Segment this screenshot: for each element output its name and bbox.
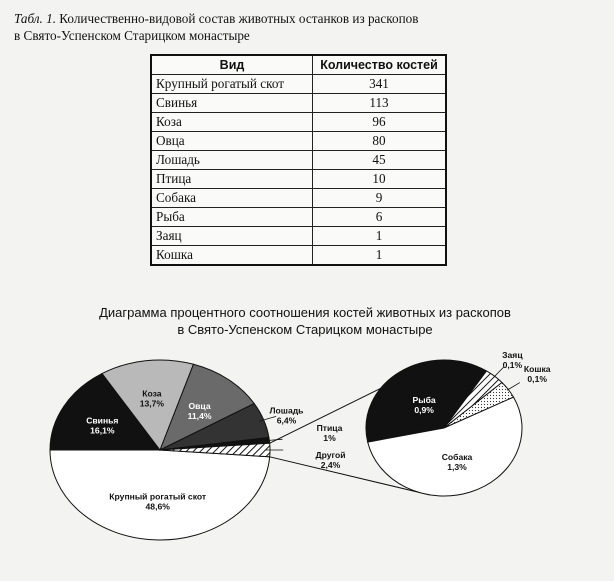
row-count: 1 xyxy=(313,227,447,246)
slice-label-собака: Собака 1,3% xyxy=(441,452,473,473)
caption-line2: в Свято-Успенском Старицком монастыре xyxy=(14,28,250,43)
diagram-title-line1: Диаграмма процентного соотношения костей животных из раскопов xyxy=(99,305,511,320)
row-name: Собака xyxy=(151,189,313,208)
table-row xyxy=(151,94,446,113)
slice-label-коза: Коза 13,7% xyxy=(139,388,165,409)
slice-label-птица: Птица 1% xyxy=(316,423,343,444)
table-row xyxy=(151,227,446,246)
row-count: 10 xyxy=(313,170,447,189)
table-row xyxy=(151,113,446,132)
table-header-row xyxy=(151,55,446,75)
table-caption xyxy=(14,10,604,44)
leader-line xyxy=(494,367,504,377)
diagram-title xyxy=(40,304,570,338)
slice-label-заяц: Заяц 0,1% xyxy=(502,350,523,371)
main-pie xyxy=(50,360,270,540)
table-row xyxy=(151,170,446,189)
row-name: Коза xyxy=(151,113,313,132)
row-name: Птица xyxy=(151,170,313,189)
header-species: Вид xyxy=(151,55,313,75)
row-count: 45 xyxy=(313,151,447,170)
row-name: Свинья xyxy=(151,94,313,113)
caption-label: Табл. 1. xyxy=(14,11,56,26)
table-row xyxy=(151,75,446,94)
table-row xyxy=(151,151,446,170)
row-count: 80 xyxy=(313,132,447,151)
row-name: Крупный рогатый скот xyxy=(151,75,313,94)
row-name: Заяц xyxy=(151,227,313,246)
slice-label-овца: Овца 11,4% xyxy=(187,401,212,422)
slice-label-крупный-рогатый-скот: Крупный рогатый скот 48,6% xyxy=(109,491,207,512)
slice-label-свинья: Свинья 16,1% xyxy=(86,415,119,436)
header-count: Количество костей xyxy=(313,55,447,75)
row-count: 9 xyxy=(313,189,447,208)
row-count: 6 xyxy=(313,208,447,227)
row-count: 113 xyxy=(313,94,447,113)
row-name: Овца xyxy=(151,132,313,151)
diagram-title-line2: в Свято-Успенском Старицком монастыре xyxy=(177,322,433,337)
slice-label-лошадь: Лошадь 6,4% xyxy=(269,405,304,426)
row-count: 1 xyxy=(313,246,447,266)
slice-label-кошка: Кошка 0,1% xyxy=(523,364,551,385)
row-name: Рыба xyxy=(151,208,313,227)
row-count: 96 xyxy=(313,113,447,132)
table-row xyxy=(151,189,446,208)
species-table xyxy=(150,54,447,266)
table-row xyxy=(151,208,446,227)
leader-line xyxy=(507,383,520,391)
row-name: Лошадь xyxy=(151,151,313,170)
table-row xyxy=(151,246,446,266)
slice-label-рыба: Рыба 0,9% xyxy=(412,394,436,415)
detail-pie xyxy=(366,360,522,496)
row-name: Кошка xyxy=(151,246,313,266)
row-count: 341 xyxy=(313,75,447,94)
table-row xyxy=(151,132,446,151)
pie-of-pie-chart xyxy=(0,340,614,581)
slice-label-другой: Другой 2,4% xyxy=(315,450,346,470)
caption-text: Количественно-видовой состав животных останков из раскопов xyxy=(59,11,419,26)
